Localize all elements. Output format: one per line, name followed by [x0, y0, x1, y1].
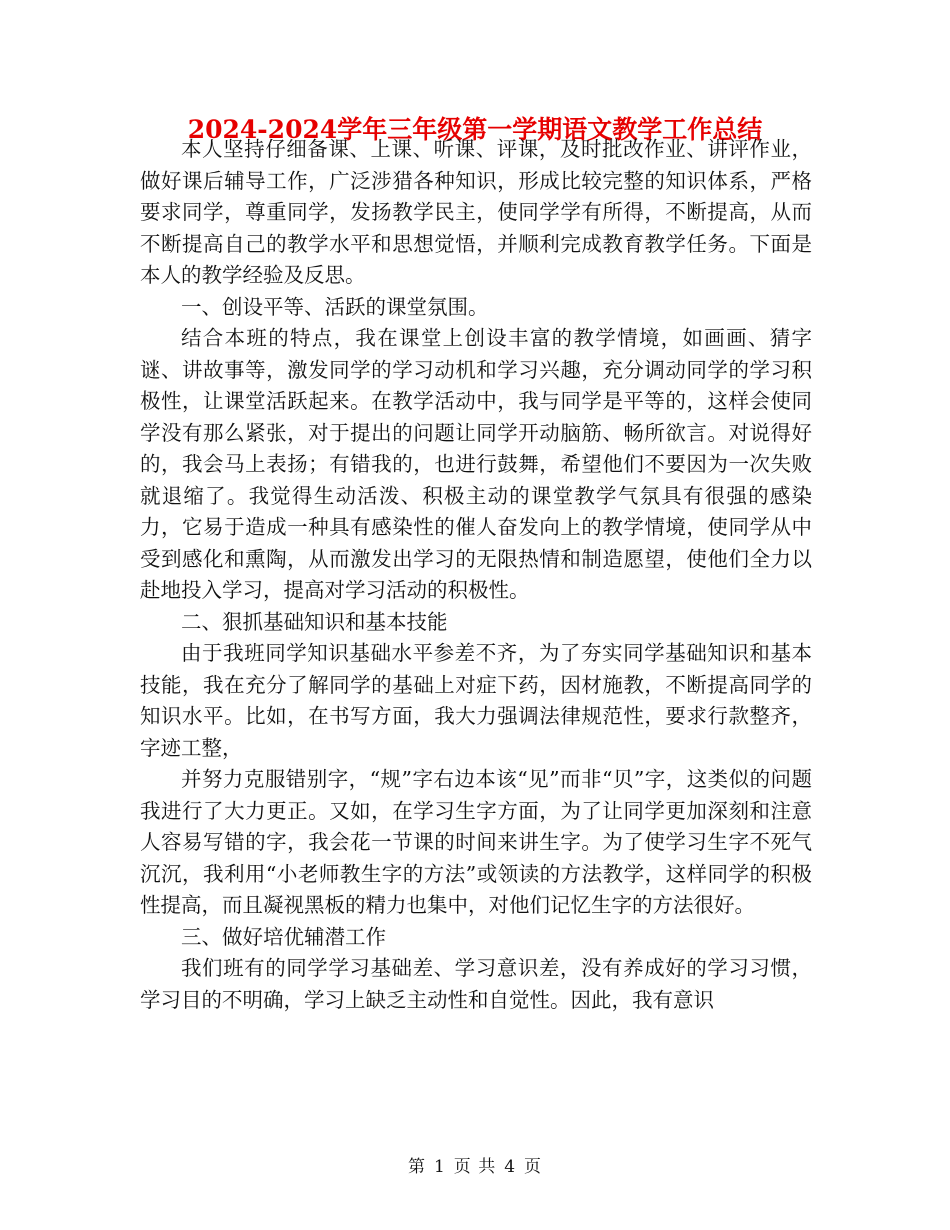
paragraph-section-3: 我们班有的同学学习基础差、学习意识差，没有养成好的学习习惯，学习目的不明确，学习上缺乏主动性和自觉性。因此，我有意识 — [140, 956, 812, 1012]
footer-page-number: 1 — [433, 1157, 446, 1177]
footer-total-pages: 4 — [504, 1157, 517, 1177]
section-heading-1: 一、创设平等、活跃的课堂氛围。 — [181, 294, 489, 319]
footer-prefix: 第 — [407, 1157, 426, 1177]
section-heading-2: 二、狠抓基础知识和基本技能 — [181, 609, 448, 634]
footer-suffix: 页 — [524, 1157, 543, 1177]
paragraph-section-2b: 并努力克服错别字，“规”字右边本该“见”而非“贝”字，这类似的问题我进行了大力更正。又如，在学习生字方面，为了让同学更加深刻和注意人容易写错的字，我会花一节课的时间来讲生字。为了使学习生字不死气沉沉，我利用“小老师教生字的方法”或领读的方法教学，这样同学的积极性提高，而且凝视黑板的精力也集中，对他们记忆生字的方法很好。 — [140, 767, 812, 917]
footer-middle: 页 共 — [453, 1157, 497, 1177]
section-heading-3: 三、做好培优辅潜工作 — [181, 924, 386, 949]
paragraph-intro: 本人坚持仔细备课、上课、听课、评课，及时批改作业、讲评作业，做好课后辅导工作，广泛涉猎各种知识，形成比较完整的知识体系，严格要求同学，尊重同学，发扬教学民主，使同学学有所得，不断提高，从而不断提高自己的教学水平和思想觉悟，并顺利完成教育教学任务。下面是本人的教学经验及反思。 — [140, 137, 812, 287]
document-body — [140, 134, 812, 1016]
page-footer — [0, 1152, 950, 1177]
paragraph-section-1: 结合本班的特点，我在课堂上创设丰富的教学情境，如画画、猜字谜、讲故事等，激发同学的学习动机和学习兴趣，充分调动同学的学习积极性，让课堂活跃起来。在教学活动中，我与同学是平等的，这样会使同学没有那么紧张，对于提出的问题让同学开动脑筋、畅所欲言。对说得好的，我会马上表扬；有错我的，也进行鼓舞，希望他们不要因为一次失败就退缩了。我觉得生动活泼、积极主动的课堂教学气氛具有很强的感染力，它易于造成一种具有感染性的催人奋发向上的教学情境，使同学从中受到感化和熏陶，从而激发出学习的无限热情和制造愿望，使他们全力以赴地投入学习，提高对学习活动的积极性。 — [140, 326, 812, 602]
paragraph-section-2a: 由于我班同学知识基础水平参差不齐，为了夯实同学基础知识和基本技能，我在充分了解同学的基础上对症下药，因材施教，不断提高同学的知识水平。比如，在书写方面，我大力强调法律规范性，要求行款整齐，字迹工整， — [140, 641, 812, 760]
document-title: 2024-2024学年三年级第一学期语文教学工作总结 — [187, 115, 763, 144]
